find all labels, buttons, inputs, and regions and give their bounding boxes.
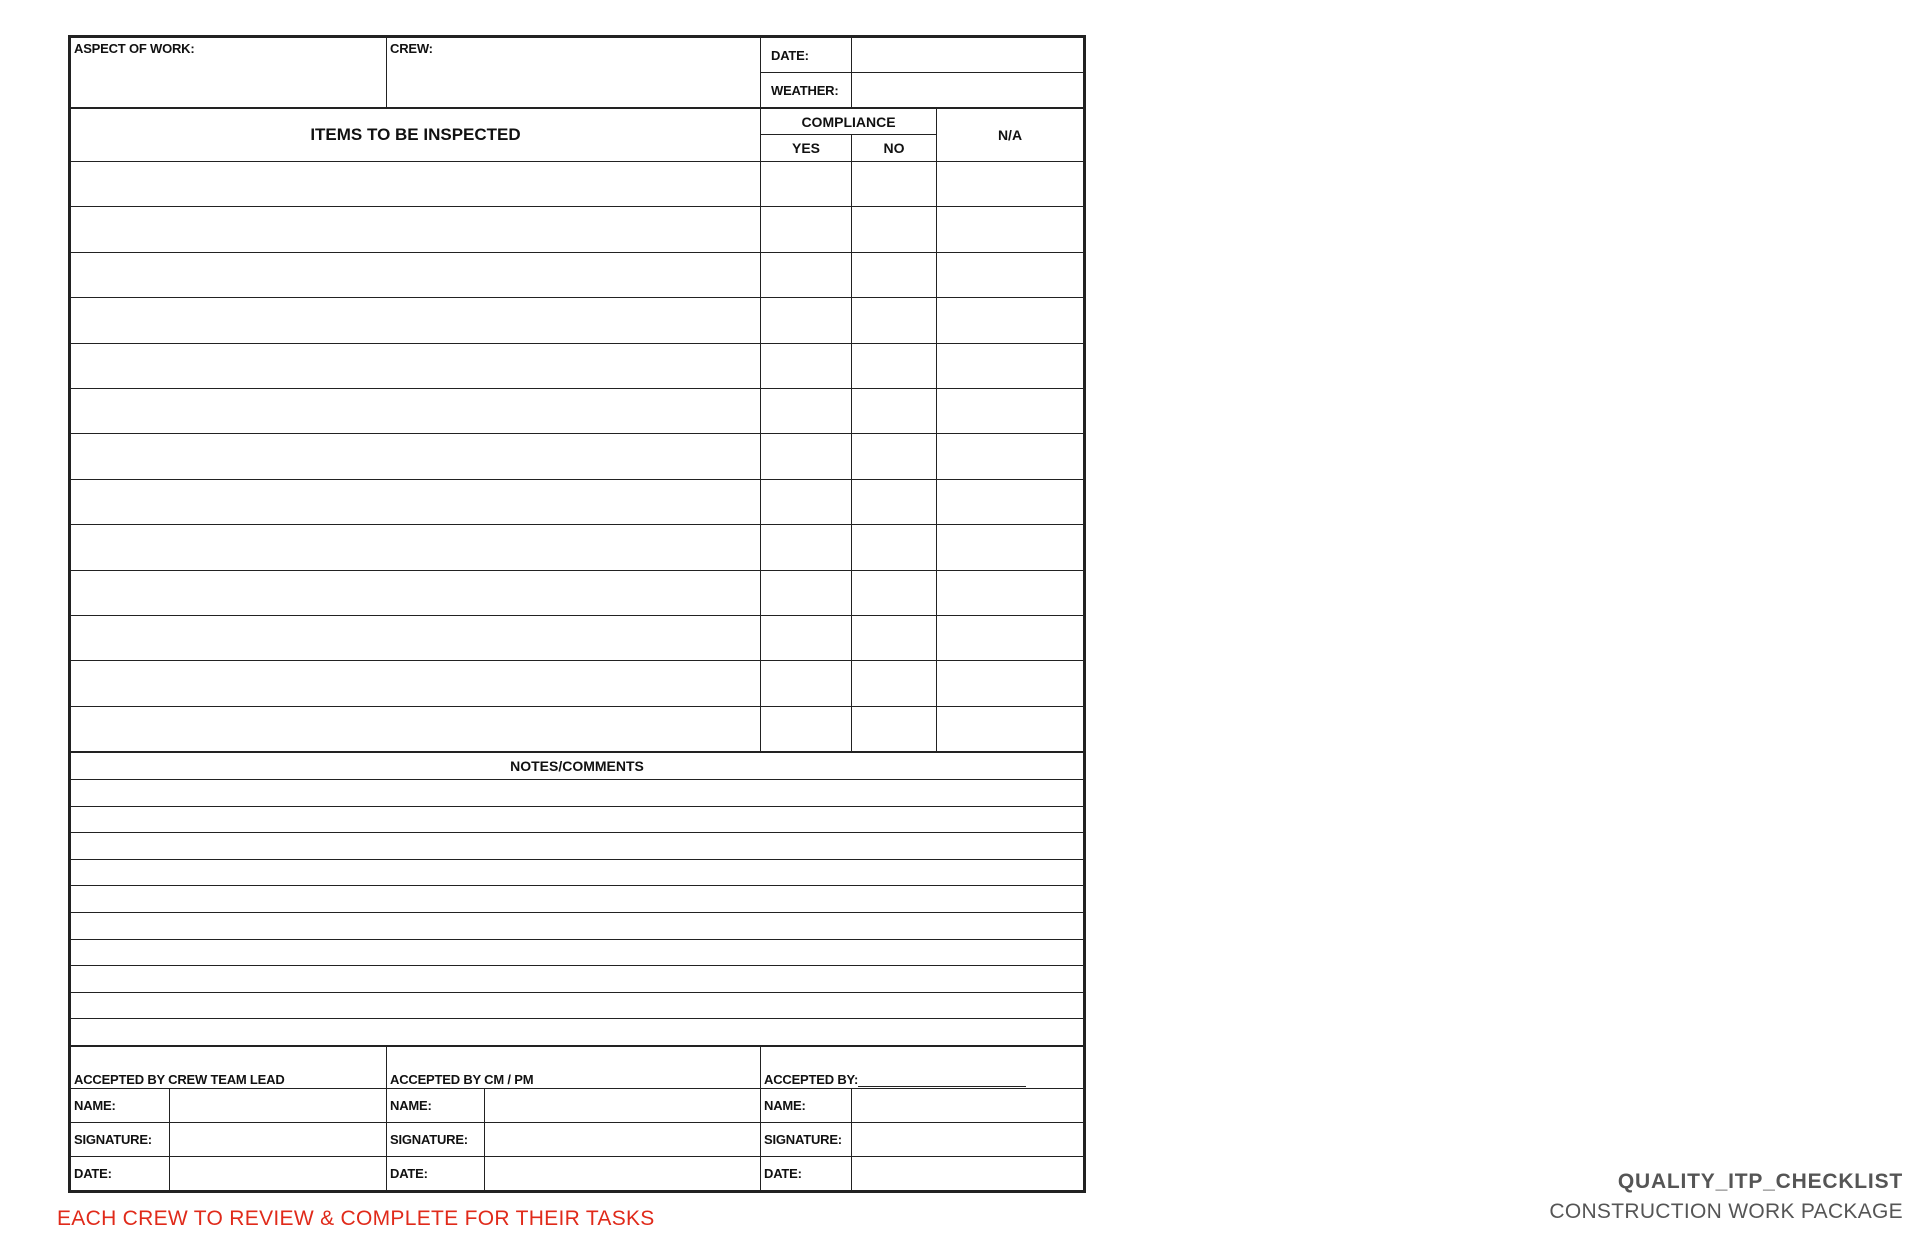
compliance-no-cell[interactable]: [852, 388, 937, 433]
inspection-item-row: [71, 525, 1084, 570]
date-label: DATE:: [771, 47, 809, 63]
crew-label: CREW:: [390, 41, 433, 56]
accepted-by-name-label: NAME:: [761, 1089, 852, 1123]
crew-lead-date-input[interactable]: [170, 1157, 387, 1191]
cm-pm-signature-input[interactable]: [485, 1123, 761, 1157]
cm-pm-name-label: NAME:: [387, 1089, 485, 1123]
notes-line[interactable]: [71, 1019, 1084, 1046]
cm-pm-date-label: DATE:: [387, 1157, 485, 1191]
date-input-cell[interactable]: [852, 38, 1084, 73]
item-description-cell[interactable]: [71, 479, 761, 524]
compliance-yes-cell[interactable]: [761, 207, 852, 252]
crew-instruction-text: EACH CREW TO REVIEW & COMPLETE FOR THEIR TASKS: [57, 1207, 655, 1230]
yes-header: YES: [761, 135, 852, 162]
item-description-cell[interactable]: [71, 162, 761, 207]
inspection-item-row: [71, 706, 1084, 751]
notes-line-row: [71, 913, 1084, 940]
crew-lead-name-input[interactable]: [170, 1089, 387, 1123]
compliance-no-cell[interactable]: [852, 570, 937, 615]
compliance-yes-cell[interactable]: [761, 388, 852, 433]
notes-line[interactable]: [71, 939, 1084, 966]
item-description-cell[interactable]: [71, 388, 761, 433]
notes-line[interactable]: [71, 806, 1084, 833]
crew-lead-header: ACCEPTED BY CREW TEAM LEAD: [71, 1047, 387, 1089]
na-cell[interactable]: [937, 706, 1084, 751]
notes-line-row: [71, 939, 1084, 966]
na-cell[interactable]: [937, 525, 1084, 570]
compliance-no-cell[interactable]: [852, 479, 937, 524]
compliance-yes-cell[interactable]: [761, 343, 852, 388]
weather-input-cell[interactable]: [852, 73, 1084, 108]
notes-line-row: [71, 966, 1084, 993]
signoff-table: [70, 1046, 1084, 1191]
inspection-item-row: [71, 434, 1084, 479]
accepted-by-signature-input[interactable]: [852, 1123, 1084, 1157]
accepted-by-line[interactable]: [858, 1073, 1026, 1087]
cm-pm-signature-label: SIGNATURE:: [387, 1123, 485, 1157]
crew-lead-signature-label: SIGNATURE:: [71, 1123, 170, 1157]
notes-line-row: [71, 886, 1084, 913]
notes-comments-header: NOTES/COMMENTS: [71, 753, 1084, 780]
notes-line-row: [71, 833, 1084, 860]
na-cell[interactable]: [937, 479, 1084, 524]
na-cell[interactable]: [937, 388, 1084, 433]
header-table: [70, 37, 1084, 108]
item-description-cell[interactable]: [71, 570, 761, 615]
item-description-cell[interactable]: [71, 525, 761, 570]
compliance-yes-cell[interactable]: [761, 434, 852, 479]
document-code: QUALITY_ITP_CHECKLIST: [1617, 1170, 1903, 1193]
notes-line[interactable]: [71, 913, 1084, 940]
crew-lead-date-label: DATE:: [71, 1157, 170, 1191]
item-description-cell[interactable]: [71, 706, 761, 751]
inspection-item-row: [71, 252, 1084, 297]
accepted-by-label: ACCEPTED BY:: [764, 1072, 859, 1088]
compliance-yes-cell[interactable]: [761, 252, 852, 297]
notes-line[interactable]: [71, 833, 1084, 860]
inspection-item-row: [71, 479, 1084, 524]
na-cell[interactable]: [937, 252, 1084, 297]
compliance-no-cell[interactable]: [852, 706, 937, 751]
compliance-header: COMPLIANCE: [761, 109, 937, 135]
compliance-no-cell[interactable]: [852, 162, 937, 207]
accepted-by-date-label: DATE:: [761, 1157, 852, 1191]
crew-lead-name-label: NAME:: [71, 1089, 170, 1123]
notes-line-row: [71, 780, 1084, 807]
inspection-item-row: [71, 388, 1084, 433]
inspection-item-row: [71, 343, 1084, 388]
notes-line-row: [71, 859, 1084, 886]
compliance-yes-cell[interactable]: [761, 615, 852, 660]
compliance-yes-cell[interactable]: [761, 298, 852, 343]
notes-line-row: [71, 992, 1084, 1019]
compliance-no-cell[interactable]: [852, 252, 937, 297]
document-branding: [1549, 1170, 1903, 1224]
na-cell[interactable]: [937, 615, 1084, 660]
accepted-by-date-input[interactable]: [852, 1157, 1084, 1191]
cm-pm-header: ACCEPTED BY CM / PM: [387, 1047, 761, 1089]
item-description-cell[interactable]: [71, 343, 761, 388]
aspect-of-work-field[interactable]: [71, 38, 387, 108]
notes-line[interactable]: [71, 859, 1084, 886]
accepted-by-signature-label: SIGNATURE:: [761, 1123, 852, 1157]
na-cell[interactable]: [937, 434, 1084, 479]
compliance-yes-cell[interactable]: [761, 525, 852, 570]
compliance-no-cell[interactable]: [852, 343, 937, 388]
notes-line-row: [71, 806, 1084, 833]
accepted-by-header: [761, 1047, 1084, 1089]
compliance-no-cell[interactable]: [852, 525, 937, 570]
notes-line-row: [71, 1019, 1084, 1046]
inspection-item-row: [71, 162, 1084, 207]
compliance-yes-cell[interactable]: [761, 479, 852, 524]
compliance-no-cell[interactable]: [852, 615, 937, 660]
inspection-item-row: [71, 298, 1084, 343]
inspection-item-row: [71, 570, 1084, 615]
item-description-cell[interactable]: [71, 298, 761, 343]
na-cell[interactable]: [937, 661, 1084, 706]
na-cell[interactable]: [937, 207, 1084, 252]
compliance-yes-cell[interactable]: [761, 706, 852, 751]
items-to-be-inspected-header: ITEMS TO BE INSPECTED: [71, 109, 761, 162]
cm-pm-name-input[interactable]: [485, 1089, 761, 1123]
inspection-item-row: [71, 661, 1084, 706]
notes-line[interactable]: [71, 780, 1084, 807]
item-description-cell[interactable]: [71, 615, 761, 660]
na-cell[interactable]: [937, 298, 1084, 343]
aspect-of-work-label: ASPECT OF WORK:: [74, 41, 195, 56]
compliance-no-cell[interactable]: [852, 298, 937, 343]
na-cell[interactable]: [937, 162, 1084, 207]
date-label-cell: [761, 38, 852, 73]
inspection-checklist-form: [68, 35, 1086, 1193]
compliance-yes-cell[interactable]: [761, 162, 852, 207]
item-description-cell[interactable]: [71, 252, 761, 297]
notes-line[interactable]: [71, 886, 1084, 913]
compliance-no-cell[interactable]: [852, 434, 937, 479]
compliance-yes-cell[interactable]: [761, 570, 852, 615]
weather-label: WEATHER:: [771, 82, 839, 98]
cm-pm-date-input[interactable]: [485, 1157, 761, 1191]
compliance-no-cell[interactable]: [852, 207, 937, 252]
items-table: [70, 108, 1084, 752]
na-cell[interactable]: [937, 343, 1084, 388]
document-package: CONSTRUCTION WORK PACKAGE: [1549, 1200, 1903, 1223]
compliance-no-cell[interactable]: [852, 661, 937, 706]
na-cell[interactable]: [937, 570, 1084, 615]
item-description-cell[interactable]: [71, 207, 761, 252]
weather-label-cell: [761, 73, 852, 108]
accepted-by-name-input[interactable]: [852, 1089, 1084, 1123]
crew-field[interactable]: [387, 38, 761, 108]
notes-table: [70, 752, 1084, 1046]
notes-line[interactable]: [71, 966, 1084, 993]
crew-lead-signature-input[interactable]: [170, 1123, 387, 1157]
inspection-item-row: [71, 615, 1084, 660]
item-description-cell[interactable]: [71, 661, 761, 706]
inspection-item-row: [71, 207, 1084, 252]
compliance-yes-cell[interactable]: [761, 661, 852, 706]
no-header: NO: [852, 135, 937, 162]
na-header: N/A: [937, 109, 1084, 162]
item-description-cell[interactable]: [71, 434, 761, 479]
notes-line[interactable]: [71, 992, 1084, 1019]
